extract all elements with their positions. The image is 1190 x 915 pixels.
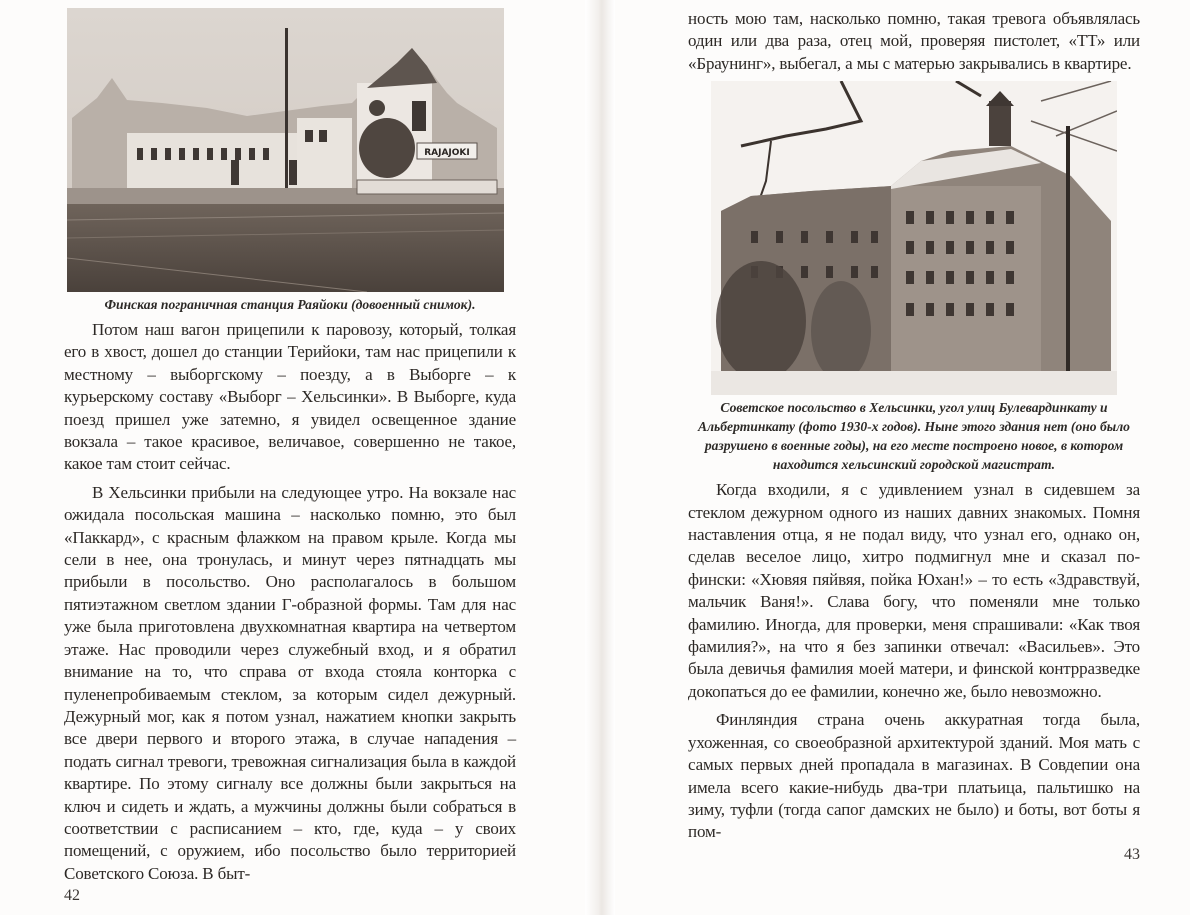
paragraph: Когда входили, я с удивлением узнал в сидевшем за стеклом дежурном одного из наших давних знакомых. Помня наставления отца, я не подал виду, что узнал его, однако он, сделав веселое лицо, хитро подмигнул мне и сказал по-фински: «Хювяя пяйвяя, пойка Юхан!» – то есть «Здравствуй, мальчик Ваня!». Слава богу, что поменяли мне только фамилию. Иногда, для проверки, меня спрашивали: «Как твоя фамилия?», на что я без запинки отвечал: «Васильев». Это была девичья фамилия моей матери, и финской контрразведке докопаться до ее фамилии, конечно же, было невозможно.: [688, 480, 1140, 701]
station-photo: [67, 8, 504, 292]
right-page: [688, 0, 1140, 864]
embassy-photo-caption: Советское посольство в Хельсинки, угол улиц Булевардинкату и Альбертинкату (фото 1930-х годов). Ныне этого здания нет (оно было разрушено в военные годы), на его месте построено новое, в котором находится хельсинский городской магистрат.: [698, 400, 1130, 473]
station-photo-illustration: [67, 8, 504, 292]
left-page: [64, 0, 516, 905]
right-page-top-text: [688, 8, 1140, 75]
embassy-photo-illustration: [711, 81, 1117, 395]
paragraph: Потом наш вагон прицепили к паровозу, который, толкая его в хвост, дошел до станции Терийоки, там нас прицепили к местному – выборгскому – поезду, а в Выборге – к курьерскому составу «Выборг – Хельсинки». В Выборге, куда поезд пришел уже затемно, я увидел освещенное здание вокзала – такое красивое, величавое, совершенно не такое, какое там стоит сейчас.: [64, 320, 516, 474]
right-page-body: [688, 479, 1140, 844]
page-number-left: 42: [64, 887, 80, 905]
station-photo-caption: Финская пограничная станция Раяйоки (довоенный снимок).: [104, 297, 476, 312]
page-number-right: 43: [1124, 845, 1140, 863]
paragraph: Финляндия страна очень аккуратная тогда была, ухоженная, со своеобразной архитектурой зданий. Моя мать с самых первых дней пропадала в магазинах. В Совдепии она имела всего какие-нибудь два-три платьица, пальтишко на зиму, туфли (тогда сапог дамских не было) и боты, вот боты я пом-: [688, 710, 1140, 842]
left-page-body: [64, 319, 516, 885]
book-spine: [585, 0, 615, 915]
embassy-photo: [711, 81, 1117, 395]
paragraph: В Хельсинки прибыли на следующее утро. На вокзале нас ожидала посольская машина – насколько помню, это был «Паккард», с красным флажком на правом крыле. Когда мы сели в нее, она тронулась, и минут через пятнадцать мы прибыли в посольство. Оно располагалось в большом пятиэтажном светлом здании Г-образной формы. Там для нас уже была приготовлена двухкомнатная квартира на четвертом этаже. Нас проводили через служебный вход, и я обратил внимание на то, что справа от входа стояла конторка с пуленепробиваемым стеклом, за которым сидел дежурный. Дежурный мог, как я потом узнал, нажатием кнопки закрыть все двери первого и второго этажа, в случае нападения – подать сигнал тревоги, тревожная сигнализация была в каждой квартире. По этому сигналу все должны были закрыться на ключ и сидеть и ждать, а мужчины должны были собраться в соответствии с расписанием – кто, где, куда – у своих помещений, с оружием, ибо посольство было территорией Советского Союза. В быт-: [64, 482, 516, 883]
station-sign-text: RAJAJOKI: [424, 148, 470, 158]
paragraph-continuation: ность мою там, насколько помню, такая тревога объявлялась один или два раза, отец мой, проверяя пистолет, «ТТ» или «Браунинг», выбегал, а мы с матерью закрывались в квартире.: [688, 9, 1140, 73]
